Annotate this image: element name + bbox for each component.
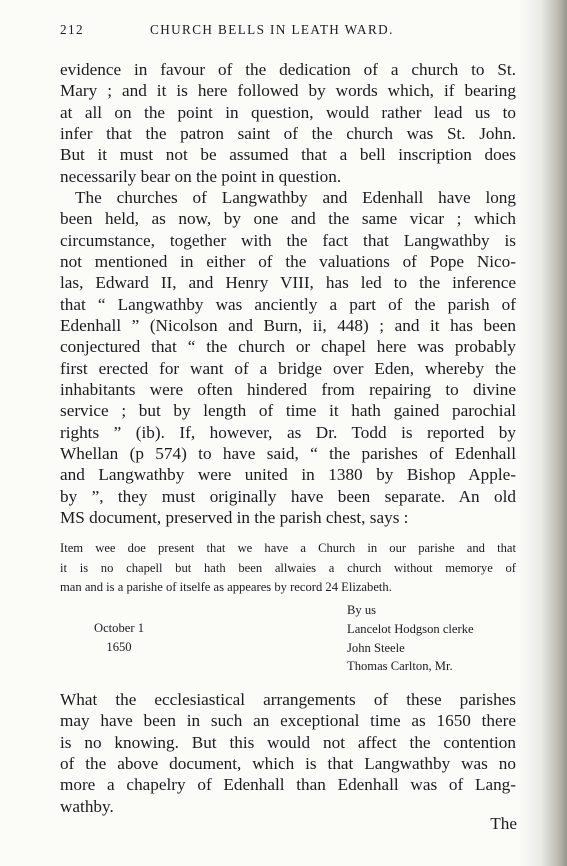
quote-line: man and is a parishe of itselfe as appeares by record 24 Elizabeth.	[60, 580, 392, 594]
text-line: been held, as now, by one and the same vicar ; which	[60, 209, 516, 229]
text-line: of the above document, which is that Langwathby was no	[60, 754, 516, 774]
page-gutter-shadow	[519, 0, 567, 866]
text-line: conjectured that “ the church or chapel here was probably	[60, 337, 516, 357]
text-line: service ; but by length of time it hath gained parochial	[60, 401, 516, 421]
text-line: that “ Langwathby was anciently a part of the parish of	[60, 294, 516, 314]
paragraph-2	[60, 187, 516, 529]
text-line: more a chapelry of Edenhall than Edenhall was of Lang-	[60, 775, 516, 795]
signoff-date: October 1 1650	[93, 621, 144, 654]
text-line: rights ” (ib). If, however, as Dr. Todd is reported by	[60, 422, 516, 442]
text-line: Mary ; and it is here followed by words which, if bearing	[60, 81, 516, 101]
catchword: The	[490, 814, 517, 833]
document-signoff	[60, 601, 530, 674]
quoted-document	[60, 539, 516, 598]
text-line: las, Edward II, and Henry VIII, has led to the inference	[60, 273, 516, 293]
text-line: necessarily bear on the point in question.	[60, 166, 342, 186]
text-line: What the ecclesiastical arrangements of these parishes	[60, 690, 516, 709]
text-line: first erected for want of a bridge over Eden, whereby the	[60, 358, 516, 378]
text-line: MS document, preserved in the parish chest, says :	[60, 508, 409, 528]
text-line: and Langwathby were united in 1380 by Bishop Apple-	[60, 465, 516, 485]
text-line: The churches of Langwathby and Edenhall have long	[75, 188, 516, 207]
paragraph-1	[60, 59, 516, 187]
page-number: 212	[60, 22, 84, 37]
quote-line: it is no chapell but hath been allwaies a church without memorye of	[60, 560, 516, 575]
text-line: But it must not be assumed that a bell inscription does	[60, 145, 516, 165]
quote-line: Item wee doe present that we have a Church in our parishe and that	[60, 541, 516, 555]
paragraph-3	[60, 689, 516, 817]
signoff-signatories: By us Lancelot Hodgson clerke John Steele Thomas Carlton, Mr.	[347, 603, 474, 674]
text-line: Edenhall ” (Nicolson and Burn, ii, 448) ; and it has been	[60, 316, 516, 336]
text-line: infer that the patron saint of the church was St. John.	[60, 124, 516, 144]
text-line: by ”, they must originally have been separate. An old	[60, 486, 516, 506]
running-title: CHURCH BELLS IN LEATH WARD.	[150, 22, 394, 37]
text-line: is no knowing. But this would not affect the contention	[60, 732, 516, 752]
text-line: not mentioned in either of the valuations of Pope Nico-	[60, 252, 516, 272]
text-line: wathby.	[60, 796, 114, 816]
running-header	[60, 22, 516, 44]
text-line: evidence in favour of the dedication of a church to St.	[60, 60, 516, 79]
text-line: inhabitants were often hindered from repairing to divine	[60, 380, 516, 400]
text-line: may have been in such an exceptional time as 1650 there	[60, 711, 516, 731]
text-line: at all on the point in question, would rather lead us to	[60, 102, 516, 122]
text-line: Whellan (p 574) to have said, “ the parishes of Edenhall	[60, 444, 516, 464]
text-line: circumstance, together with the fact that Langwathby is	[60, 230, 516, 250]
